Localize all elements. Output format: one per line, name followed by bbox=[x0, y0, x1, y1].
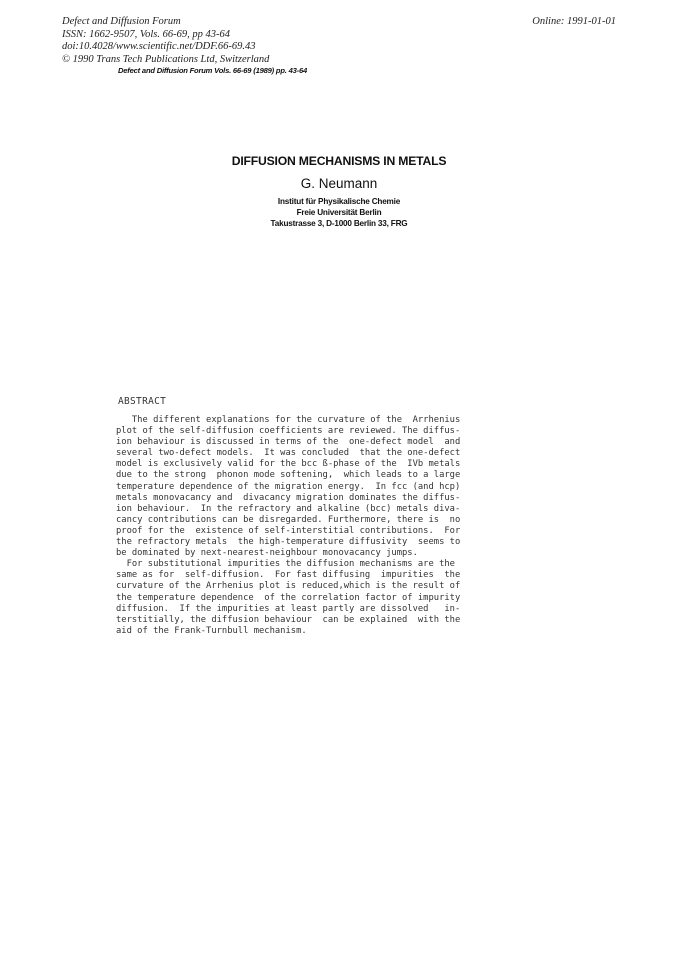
abstract-line: the refractory metals the high-temperature diffusivity seems to bbox=[116, 537, 461, 548]
abstract-line: plot of the self-diffusion coefficients are reviewed. The diffus- bbox=[116, 426, 461, 437]
journal-name: Defect and Diffusion Forum bbox=[62, 16, 181, 27]
abstract-line: same as for self-diffusion. For fast diffusing impurities the bbox=[116, 570, 461, 581]
affiliation-address: Takustrasse 3, D-1000 Berlin 33, FRG bbox=[270, 219, 408, 228]
online-date: Online: 1991-01-01 bbox=[532, 16, 616, 27]
abstract-line: For substitutional impurities the diffusion mechanisms are the bbox=[116, 559, 455, 570]
abstract-line: ion behaviour is discussed in terms of the one-defect model and bbox=[116, 437, 461, 448]
affiliation-university: Freie Universität Berlin bbox=[296, 208, 382, 217]
abstract-line: diffusion. If the impurities at least partly are dissolved in- bbox=[116, 603, 461, 614]
abstract-line: due to the strong phonon mode softening, which leads to a large bbox=[116, 470, 461, 481]
abstract-line: curvature of the Arrhenius plot is reduced,which is the result of bbox=[116, 581, 461, 592]
abstract-line: ion behaviour. In the refractory and alkaline (bcc) metals diva- bbox=[116, 503, 461, 514]
abstract-body bbox=[116, 415, 548, 637]
paper-author: G. Neumann bbox=[300, 176, 378, 191]
abstract-line: temperature dependence of the migration energy. In fcc (and hcp) bbox=[116, 481, 461, 492]
author-affiliation bbox=[0, 196, 678, 229]
abstract-line: the temperature dependence of the correlation factor of impurity bbox=[116, 592, 461, 603]
abstract-heading: ABSTRACT bbox=[118, 396, 167, 407]
abstract-line: terstitially, the diffusion behaviour can be explained with the bbox=[116, 614, 461, 625]
paper-title: DIFFUSION MECHANISMS IN METALS bbox=[231, 154, 447, 168]
abstract-line: several two-defect models. It was concluded that the one-defect bbox=[116, 448, 461, 459]
doi-line: doi:10.4028/www.scientific.net/DDF.66-69.43 bbox=[62, 41, 256, 52]
publication-header bbox=[62, 16, 269, 66]
copyright-line: © 1990 Trans Tech Publications Ltd, Switzerland bbox=[62, 53, 270, 65]
abstract-line: aid of the Frank-Turnbull mechanism. bbox=[116, 625, 307, 636]
journal-citation: Defect and Diffusion Forum Vols. 66-69 (1989) pp. 43-64 bbox=[118, 66, 308, 75]
abstract-line: model is exclusively valid for the bcc ß-phase of the IVb metals bbox=[116, 459, 461, 470]
issn-line: ISSN: 1662-9507, Vols. 66-69, pp 43-64 bbox=[62, 28, 230, 40]
affiliation-institute: Institut für Physikalische Chemie bbox=[277, 197, 401, 206]
abstract-line: metals monovacancy and divacancy migration dominates the diffus- bbox=[116, 492, 461, 503]
abstract-line: be dominated by next-nearest-neighbour monovacancy jumps. bbox=[116, 548, 418, 559]
abstract-line: The different explanations for the curvature of the Arrhenius bbox=[116, 415, 461, 425]
abstract-line: proof for the existence of self-interstitial contributions. For bbox=[116, 525, 461, 536]
abstract-line: cancy contributions can be disregarded. Furthermore, there is no bbox=[116, 514, 461, 525]
